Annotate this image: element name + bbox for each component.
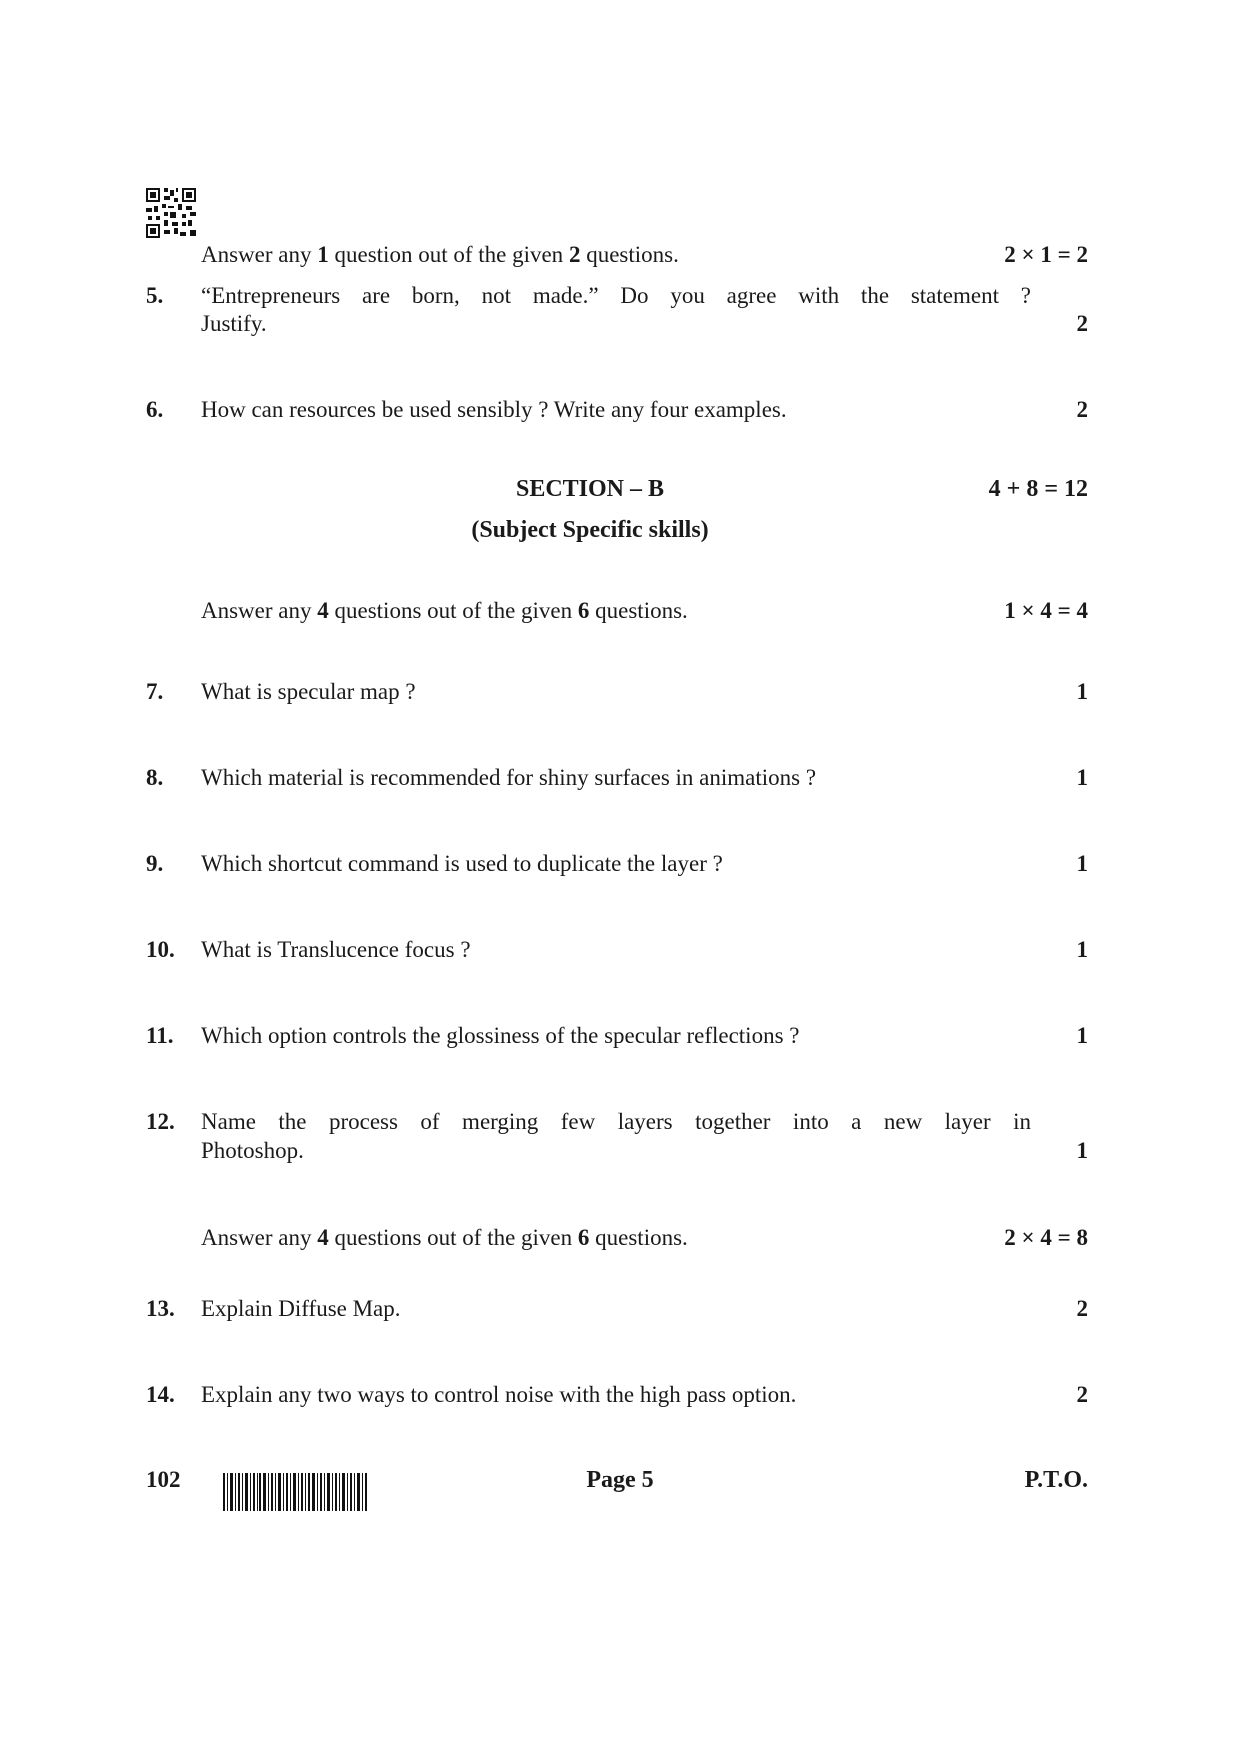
question-number: 8. [146, 765, 164, 790]
question-marks: 1 [1076, 851, 1088, 876]
question-number: 6. [146, 397, 164, 422]
question-number: 12. [146, 1109, 175, 1134]
instruction-b2: Answer any 4 questions out of the given 6 questions. [201, 1225, 688, 1250]
question-text: Explain any two ways to control noise with the high pass option. [201, 1382, 797, 1407]
instruction-a: Answer any 1 question out of the given 2 questions. [201, 242, 679, 267]
question-marks: 2 [1076, 397, 1088, 422]
question-text: What is specular map ? [201, 679, 416, 704]
section-subtitle: (Subject Specific skills) [471, 517, 709, 543]
section-title: SECTION – B [515, 476, 665, 502]
instruction-b2-marks: 2 × 4 = 8 [1004, 1225, 1088, 1250]
question-text: Which shortcut command is used to duplicate the layer ? [201, 851, 723, 876]
question-number: 9. [146, 851, 164, 876]
barcode-icon [223, 1473, 369, 1511]
question-text: “Entrepreneurs are born, not made.” Do you agree with the statement ? [201, 283, 1031, 308]
paper-code: 102 [146, 1467, 181, 1492]
question-text: Which option controls the glossiness of the specular reflections ? [201, 1023, 800, 1048]
question-text: Explain Diffuse Map. [201, 1296, 401, 1321]
question-marks: 1 [1076, 937, 1088, 962]
pto-label: P.T.O. [1024, 1467, 1088, 1493]
question-marks: 2 [1076, 1382, 1088, 1407]
question-number: 11. [146, 1023, 174, 1048]
question-number: 7. [146, 679, 164, 704]
question-number: 10. [146, 937, 175, 962]
question-text-cont: Justify. [201, 311, 267, 336]
question-number: 13. [146, 1296, 175, 1321]
question-text-cont: Photoshop. [201, 1138, 304, 1163]
instruction-a-marks: 2 × 1 = 2 [1004, 242, 1088, 267]
instruction-b1-marks: 1 × 4 = 4 [1004, 598, 1088, 623]
question-number: 5. [146, 283, 164, 308]
question-marks: 2 [1076, 1296, 1088, 1321]
question-marks: 2 [1076, 311, 1088, 336]
question-marks: 1 [1076, 1023, 1088, 1048]
question-text: How can resources be used sensibly ? Write any four examples. [201, 397, 787, 422]
question-marks: 1 [1076, 1138, 1088, 1163]
instruction-b1: Answer any 4 questions out of the given 6 questions. [201, 598, 688, 623]
question-text: Which material is recommended for shiny surfaces in animations ? [201, 765, 817, 790]
section-marks: 4 + 8 = 12 [988, 476, 1088, 502]
question-text: What is Translucence focus ? [201, 937, 471, 962]
question-number: 14. [146, 1382, 175, 1407]
question-marks: 1 [1076, 765, 1088, 790]
question-marks: 1 [1076, 679, 1088, 704]
page-number: Page 5 [586, 1467, 654, 1493]
qr-code-icon [146, 188, 196, 238]
question-text: Name the process of merging few layers together into a new layer in [201, 1109, 1031, 1134]
